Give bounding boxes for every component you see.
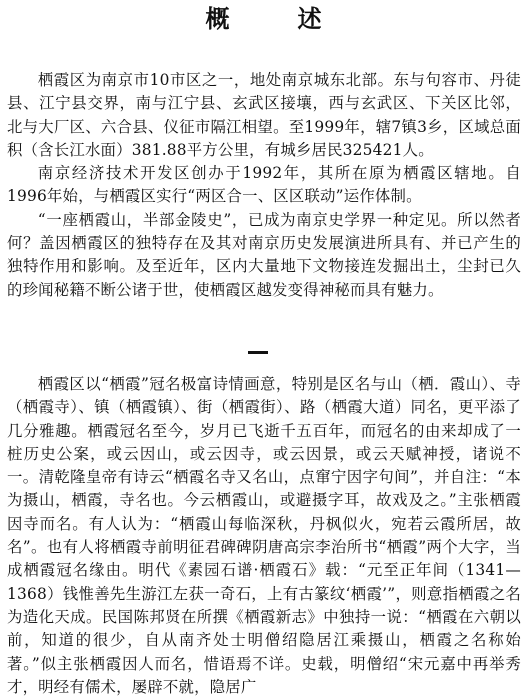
paragraph: 南京经济技术开发区创办于1992年，其所在原为栖霞区辖地。自1996年始，与栖霞区实行“两区合一、区区联动”运作体制。 [7, 164, 521, 206]
paragraph: “一座栖霞山，半部金陵史”，已成为南京史学界一种定见。所以然者何？盖因栖霞区的独特存在及其对南京历史发展演进所具有、并已产生的独特作用和影响。及至近年，区内大量地下文物接连发掘出土，尘封已久的珍闻秘籍不断公诸于世，使栖霞区越发变得神秘而具有魅力。 [7, 210, 521, 299]
paragraph: 栖霞区为南京市10市区之一，地处南京城东北部。东与句容市、丹徒县、江宁县交界，南与江宁县、玄武区接壤，西与玄武区、下关区比邻，北与大厂区、六合县、仪征市隔江相望。至1999年，辖7镇3乡，区域总面积（含长江水面）381.88平方公里，有城乡居民325421人。 [7, 71, 521, 159]
intro-section [7, 69, 521, 302]
page-title: 概 述 [205, 5, 344, 33]
paragraph: 栖霞区以“栖霞”冠名极富诗情画意，特别是区名与山（栖．霞山）、寺（栖霞寺）、镇（栖霞镇）、街（栖霞街）、路（栖霞大道）同名，更平添了几分雅趣。栖霞冠名至今，岁月已飞逝千五百年，而冠名的由来却成了一桩历史公案，或云因山，或云因寺，或云因景，或云天赋神授，诸说不一。清乾隆皇帝有诗云“栖霞名寺又名山，点窜宁因字句间”，并自注：“本为摄山，栖霞，寺名也。今云栖霞山，或避摄字耳，故戏及之。”主张栖霞因寺而名。有人认为：“栖霞山每临深秋，丹枫似火，宛若云霞所居，故名”。也有人将栖霞寺前明征君碑碑阴唐高宗李治所书“栖霞”两个大字，当成栖霞冠名缘由。明代《素园石谱·栖霞石》载：“元至正年间（1341—1368）钱惟善先生游江左获一奇石，上有古篆纹‘栖霞’”，则意指栖霞之名为造化天成。民国陈邦贤在所撰《栖霞新志》中独持一说：“栖霞在六朝以前，知道的很少，自从南齐处士明僧绍隐居江乘摄山，栖霞之名称始著。”似主张栖霞因人而名，惜语焉不详。史载，明僧绍“宋元嘉中再举秀才，明经有儒术，屡辟不就，隐居广 [7, 375, 521, 696]
section-one-body [7, 373, 521, 699]
section-number-one [248, 351, 268, 354]
